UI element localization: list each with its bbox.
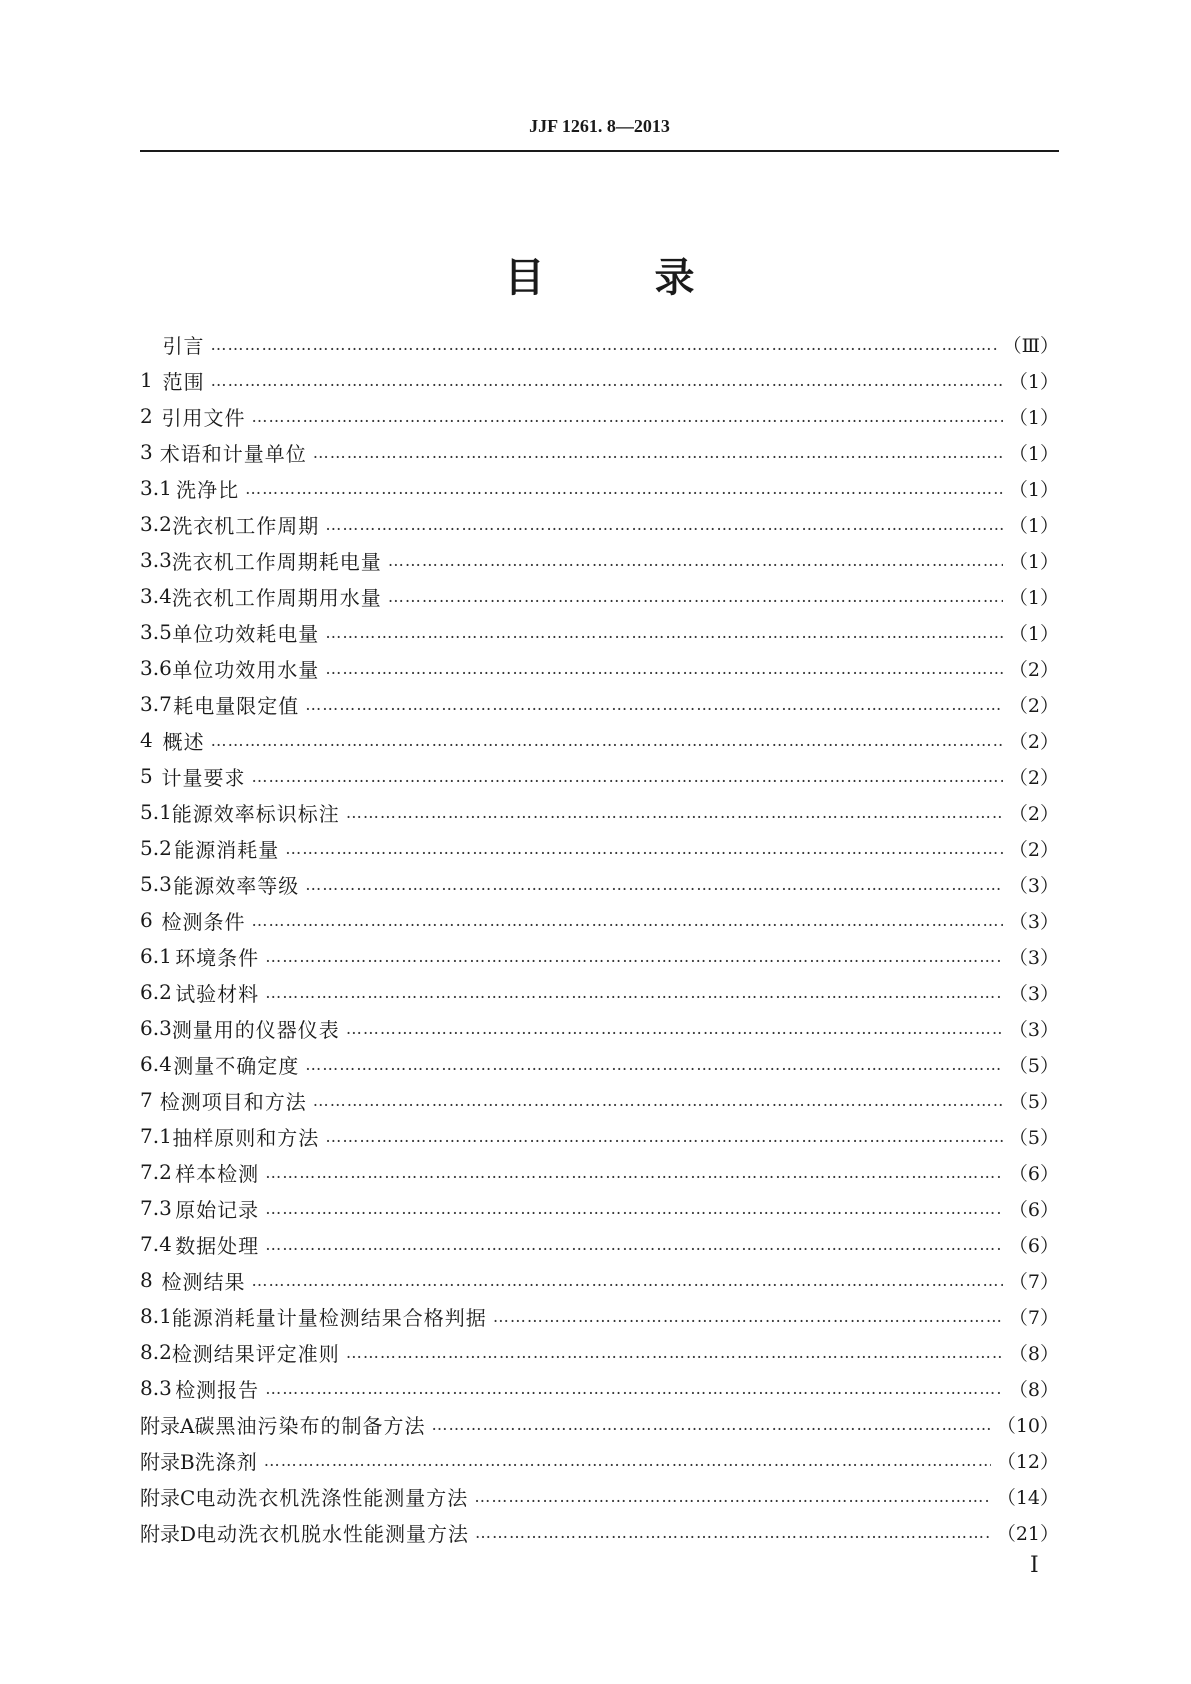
toc-entry[interactable] [140, 1334, 1059, 1370]
toc-leader [346, 803, 1003, 822]
toc-entry[interactable] [140, 1082, 1059, 1118]
page-folio: Ⅰ [1030, 1552, 1039, 1577]
toc-entry[interactable] [140, 1226, 1059, 1262]
toc-label: 概述 [162, 729, 205, 754]
toc-leader [245, 479, 1003, 498]
toc-leader [388, 587, 1003, 606]
toc-label: 能源效率标识标注 [171, 801, 340, 826]
toc-leader [265, 1163, 1003, 1182]
toc-number: 3.1 [140, 476, 172, 500]
toc-label: 能源效率等级 [173, 873, 300, 898]
toc-number: 6.4 [140, 1052, 172, 1076]
toc-entry[interactable] [140, 650, 1059, 686]
toc-leader [313, 443, 1003, 462]
toc-entry[interactable] [140, 1514, 1059, 1550]
toc-entry[interactable] [140, 1406, 1059, 1442]
toc-page: （3） [1008, 982, 1059, 1005]
toc-number: 3.3 [140, 548, 172, 572]
toc-entry[interactable] [140, 506, 1059, 542]
toc-page: （5） [1008, 1090, 1059, 1113]
toc-leader [264, 1451, 991, 1470]
toc-leader [252, 407, 1003, 426]
toc-number: 5.2 [140, 836, 172, 860]
toc-number: 5.3 [140, 872, 172, 896]
toc-leader [475, 1523, 991, 1542]
toc-page: （3） [1008, 1018, 1059, 1041]
toc-number: 8.2 [140, 1340, 172, 1364]
toc-number: 8 [140, 1268, 153, 1292]
toc-leader [252, 767, 1003, 786]
toc-leader [346, 1019, 1003, 1038]
toc-number: 8.1 [140, 1304, 172, 1328]
toc-label: 耗电量限定值 [173, 693, 300, 718]
toc-page: （3） [1008, 874, 1059, 897]
toc-entry[interactable] [140, 686, 1059, 722]
toc-label: 单位功效耗电量 [172, 621, 320, 646]
toc-leader [265, 1199, 1003, 1218]
toc-page: （10） [996, 1414, 1059, 1437]
toc-page: （2） [1008, 802, 1059, 825]
toc-leader [252, 1271, 1003, 1290]
page-title [140, 246, 1059, 303]
toc-page: （1） [1008, 622, 1059, 645]
toc-number: 6.3 [140, 1016, 172, 1040]
toc-leader [305, 1055, 1003, 1074]
toc-leader [325, 515, 1003, 534]
toc-label: 引用文件 [161, 405, 246, 430]
toc-page: （6） [1008, 1162, 1059, 1185]
toc-label: 能源消耗量计量检测结果合格判据 [171, 1305, 487, 1330]
toc-entry[interactable] [140, 578, 1059, 614]
toc-label: 引言 [162, 333, 205, 358]
toc-page: （14） [996, 1486, 1059, 1509]
toc-leader [265, 983, 1003, 1002]
toc-label: 碳黑油污染布的制备方法 [194, 1413, 426, 1438]
toc-label: 术语和计量单位 [159, 441, 307, 466]
toc-label: 洗衣机工作周期耗电量 [171, 549, 382, 574]
toc-page: （8） [1008, 1378, 1059, 1401]
toc-entry[interactable] [140, 866, 1059, 902]
toc-entry[interactable] [140, 1154, 1059, 1190]
toc-page: （6） [1008, 1234, 1059, 1257]
toc-entry[interactable] [140, 758, 1059, 794]
toc-label: 电动洗衣机脱水性能测量方法 [196, 1521, 470, 1546]
toc-number: 附录A [140, 1413, 195, 1438]
toc-leader [325, 1127, 1003, 1146]
toc-entry[interactable] [140, 1478, 1059, 1514]
toc-label: 原始记录 [175, 1197, 260, 1222]
toc-page: （2） [1008, 766, 1059, 789]
document-code-header: JJF 1261. 8—2013 [529, 116, 670, 136]
toc-leader [313, 1091, 1003, 1110]
toc-number: 3.2 [140, 512, 172, 536]
toc-entry[interactable] [140, 434, 1059, 470]
toc-entry[interactable] [140, 1370, 1059, 1406]
toc-entry[interactable] [140, 722, 1059, 758]
toc-number: 3.7 [140, 692, 172, 716]
toc-entry[interactable] [140, 830, 1059, 866]
toc-number: 3.5 [140, 620, 172, 644]
title-char-1: 目 [504, 255, 545, 301]
toc-number: 6.1 [140, 944, 172, 968]
toc-label: 抽样原则和方法 [172, 1125, 320, 1150]
toc-page: （8） [1008, 1342, 1059, 1365]
toc-label: 检测报告 [175, 1377, 260, 1402]
toc-number: 3 [140, 440, 153, 464]
toc-label: 洗涤剂 [194, 1449, 258, 1474]
toc-entry[interactable] [140, 470, 1059, 506]
toc-number: 1 [140, 368, 153, 392]
toc-leader [211, 335, 997, 354]
toc-page: （2） [1008, 658, 1059, 681]
toc-number: 7.2 [140, 1160, 172, 1184]
toc-leader [265, 1379, 1003, 1398]
toc-page: （5） [1008, 1126, 1059, 1149]
toc-page: （2） [1008, 730, 1059, 753]
toc-page: （1） [1008, 514, 1059, 537]
toc-label: 洗净比 [176, 477, 240, 502]
toc-label: 环境条件 [175, 945, 260, 970]
toc-number: 6 [140, 908, 153, 932]
toc-label: 电动洗衣机洗涤性能测量方法 [195, 1485, 469, 1510]
toc-page: （3） [1008, 910, 1059, 933]
toc-number: 5 [140, 764, 153, 788]
toc-number: 4 [140, 728, 153, 752]
toc-number: 附录C [140, 1485, 196, 1510]
toc-label: 洗衣机工作周期用水量 [171, 585, 382, 610]
toc-page: （3） [1008, 946, 1059, 969]
toc-entry[interactable] [140, 794, 1059, 830]
toc-page: （12） [996, 1450, 1059, 1473]
toc-entry[interactable] [140, 1262, 1059, 1298]
toc-label: 样本检测 [175, 1161, 260, 1186]
toc-page: （1） [1008, 406, 1059, 429]
toc-label: 检测结果评定准则 [171, 1341, 340, 1366]
toc-page: （6） [1008, 1198, 1059, 1221]
toc-entry[interactable] [140, 398, 1059, 434]
toc-label: 洗衣机工作周期 [172, 513, 320, 538]
toc-entry[interactable] [140, 974, 1059, 1010]
toc-number: 7.1 [140, 1124, 172, 1148]
toc-entry[interactable] [140, 1442, 1059, 1478]
toc-label: 检测项目和方法 [159, 1089, 307, 1114]
toc-entry[interactable] [140, 1118, 1059, 1154]
toc-number: 3.4 [140, 584, 172, 608]
toc-leader [431, 1415, 990, 1434]
toc-number: 7 [140, 1088, 153, 1112]
toc-leader [325, 623, 1003, 642]
toc-number: 3.6 [140, 656, 172, 680]
toc-number: 5.1 [140, 800, 172, 824]
toc-leader [285, 839, 1003, 858]
toc-entry[interactable] [140, 362, 1059, 398]
toc-label: 检测条件 [161, 909, 246, 934]
toc-leader [305, 875, 1003, 894]
toc-leader [265, 1235, 1003, 1254]
toc-leader [211, 731, 1003, 750]
toc-page: （2） [1008, 838, 1059, 861]
toc-label: 测量用的仪器仪表 [171, 1017, 340, 1042]
toc-entry[interactable] [140, 614, 1059, 650]
toc-page: （Ⅲ） [1002, 334, 1059, 357]
toc-page: （7） [1008, 1270, 1059, 1293]
toc-label: 检测结果 [161, 1269, 246, 1294]
toc-number: 8.3 [140, 1376, 172, 1400]
toc-leader [265, 947, 1003, 966]
toc-page: （1） [1008, 550, 1059, 573]
toc-page: （7） [1008, 1306, 1059, 1329]
toc-page: （1） [1008, 370, 1059, 393]
toc-label: 能源消耗量 [174, 837, 280, 862]
toc-page: （1） [1008, 442, 1059, 465]
toc-entry[interactable] [140, 902, 1059, 938]
toc-entry[interactable] [140, 1010, 1059, 1046]
toc-leader [252, 911, 1003, 930]
toc-page: （2） [1008, 694, 1059, 717]
toc-page: （21） [996, 1522, 1059, 1545]
toc-entry[interactable] [140, 1046, 1059, 1082]
toc-label: 范围 [162, 369, 205, 394]
toc-number: 7.3 [140, 1196, 172, 1220]
toc-entry[interactable] [140, 542, 1059, 578]
toc-leader [388, 551, 1003, 570]
toc-entry[interactable] [140, 1298, 1059, 1334]
toc-label: 单位功效用水量 [172, 657, 320, 682]
toc-leader [346, 1343, 1003, 1362]
table-of-contents [140, 326, 1059, 1550]
toc-label: 计量要求 [161, 765, 246, 790]
toc-entry[interactable] [140, 326, 1059, 362]
toc-leader [493, 1307, 1003, 1326]
toc-label: 测量不确定度 [173, 1053, 300, 1078]
header-rule [140, 150, 1059, 152]
toc-number: 附录D [140, 1521, 197, 1546]
toc-number: 2 [140, 404, 153, 428]
toc-page: （1） [1008, 586, 1059, 609]
toc-entry[interactable] [140, 1190, 1059, 1226]
toc-leader [474, 1487, 991, 1506]
toc-page: （1） [1008, 478, 1059, 501]
toc-label: 试验材料 [175, 981, 260, 1006]
toc-page: （5） [1008, 1054, 1059, 1077]
toc-leader [211, 371, 1003, 390]
title-char-2: 录 [654, 255, 695, 301]
toc-label: 数据处理 [175, 1233, 260, 1258]
toc-number: 附录B [140, 1449, 195, 1474]
toc-leader [305, 695, 1003, 714]
toc-number: 7.4 [140, 1232, 172, 1256]
toc-number: 6.2 [140, 980, 172, 1004]
toc-entry[interactable] [140, 938, 1059, 974]
toc-leader [325, 659, 1003, 678]
